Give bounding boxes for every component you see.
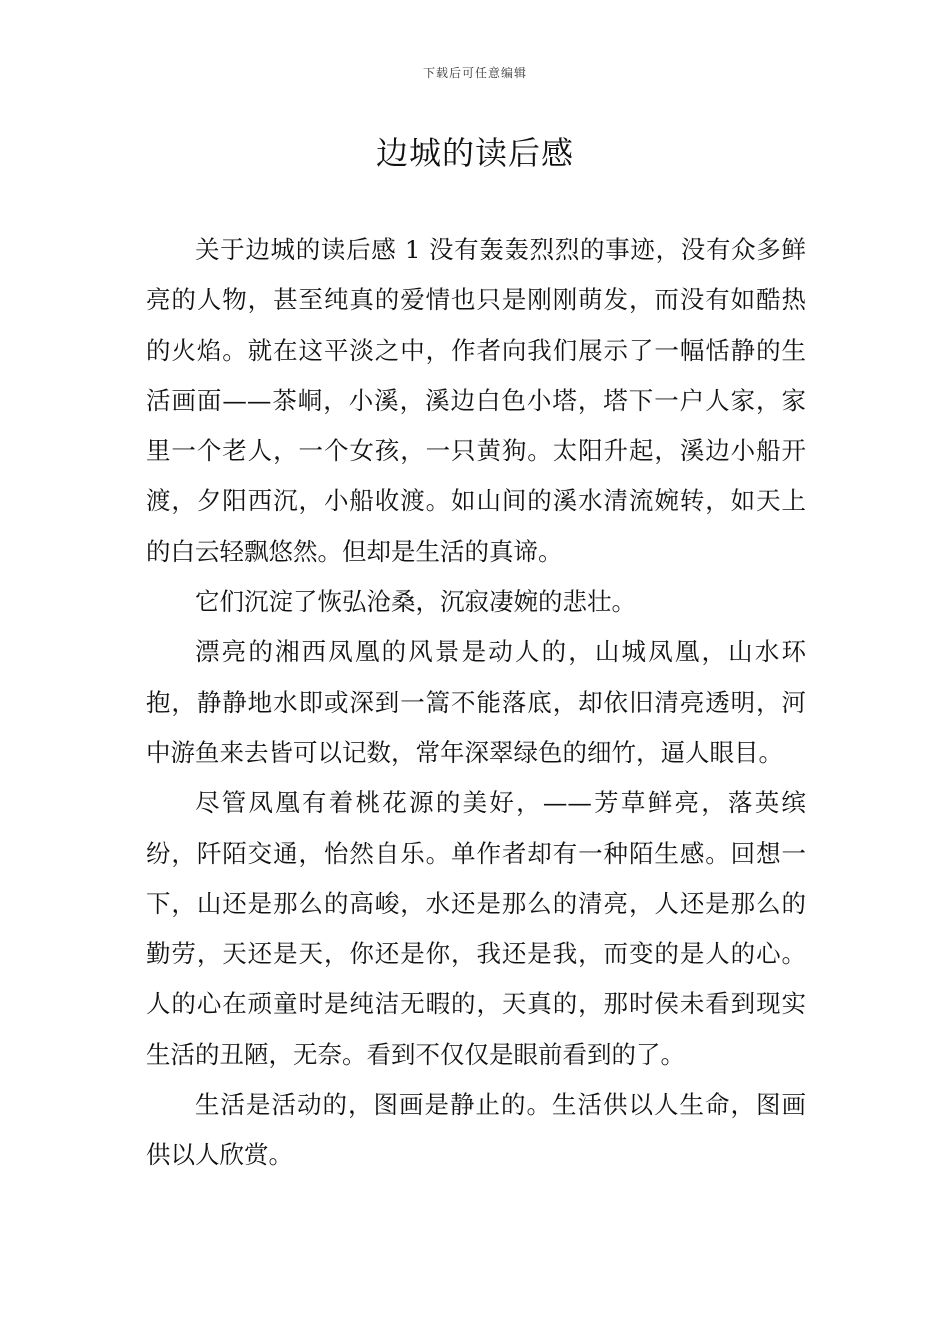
paragraph: 关于边城的读后感 1 没有轰轰烈烈的事迹，没有众多鲜亮的人物，甚至纯真的爱情也只是刚刚萌发，而没有如酷热的火焰。就在这平淡之中，作者向我们展示了一幅恬静的生活画面——茶峒，小溪，溪边白色小塔，塔下一户人家，家里一个老人，一个女孩，一只黄狗。太阳升起，溪边小船开渡，夕阳西沉，小船收渡。如山间的溪水清流婉转，如天上的白云轻飘悠然。但却是生活的真谛。 <box>146 235 806 566</box>
document-body <box>146 225 806 1181</box>
header-note: 下载后可任意编辑 <box>422 66 527 80</box>
paragraph: 生活是活动的，图画是静止的。生活供以人生命，图画供以人欣赏。 <box>146 1090 806 1170</box>
paragraph: 尽管凤凰有着桃花源的美好，——芳草鲜亮，落英缤纷，阡陌交通，怡然自乐。单作者却有一种陌生感。回想一下，山还是那么的高峻，水还是那么的清亮，人还是那么的勤劳，天还是天，你还是你，我还是我，而变的是人的心。人的心在顽童时是纯洁无暇的，天真的，那时侯未看到现实生活的丑陋，无奈。看到不仅仅是眼前看到的了。 <box>146 788 806 1069</box>
paragraph: 它们沉淀了恢弘沧桑，沉寂凄婉的悲壮。 <box>195 587 636 617</box>
paragraph: 漂亮的湘西凤凰的风景是动人的，山城凤凰，山水环抱，静静地水即或深到一篙不能落底，却依旧清亮透明，河中游鱼来去皆可以记数，常年深翠绿色的细竹，逼人眼目。 <box>146 637 806 767</box>
page-title: 边城的读后感 <box>375 134 574 172</box>
